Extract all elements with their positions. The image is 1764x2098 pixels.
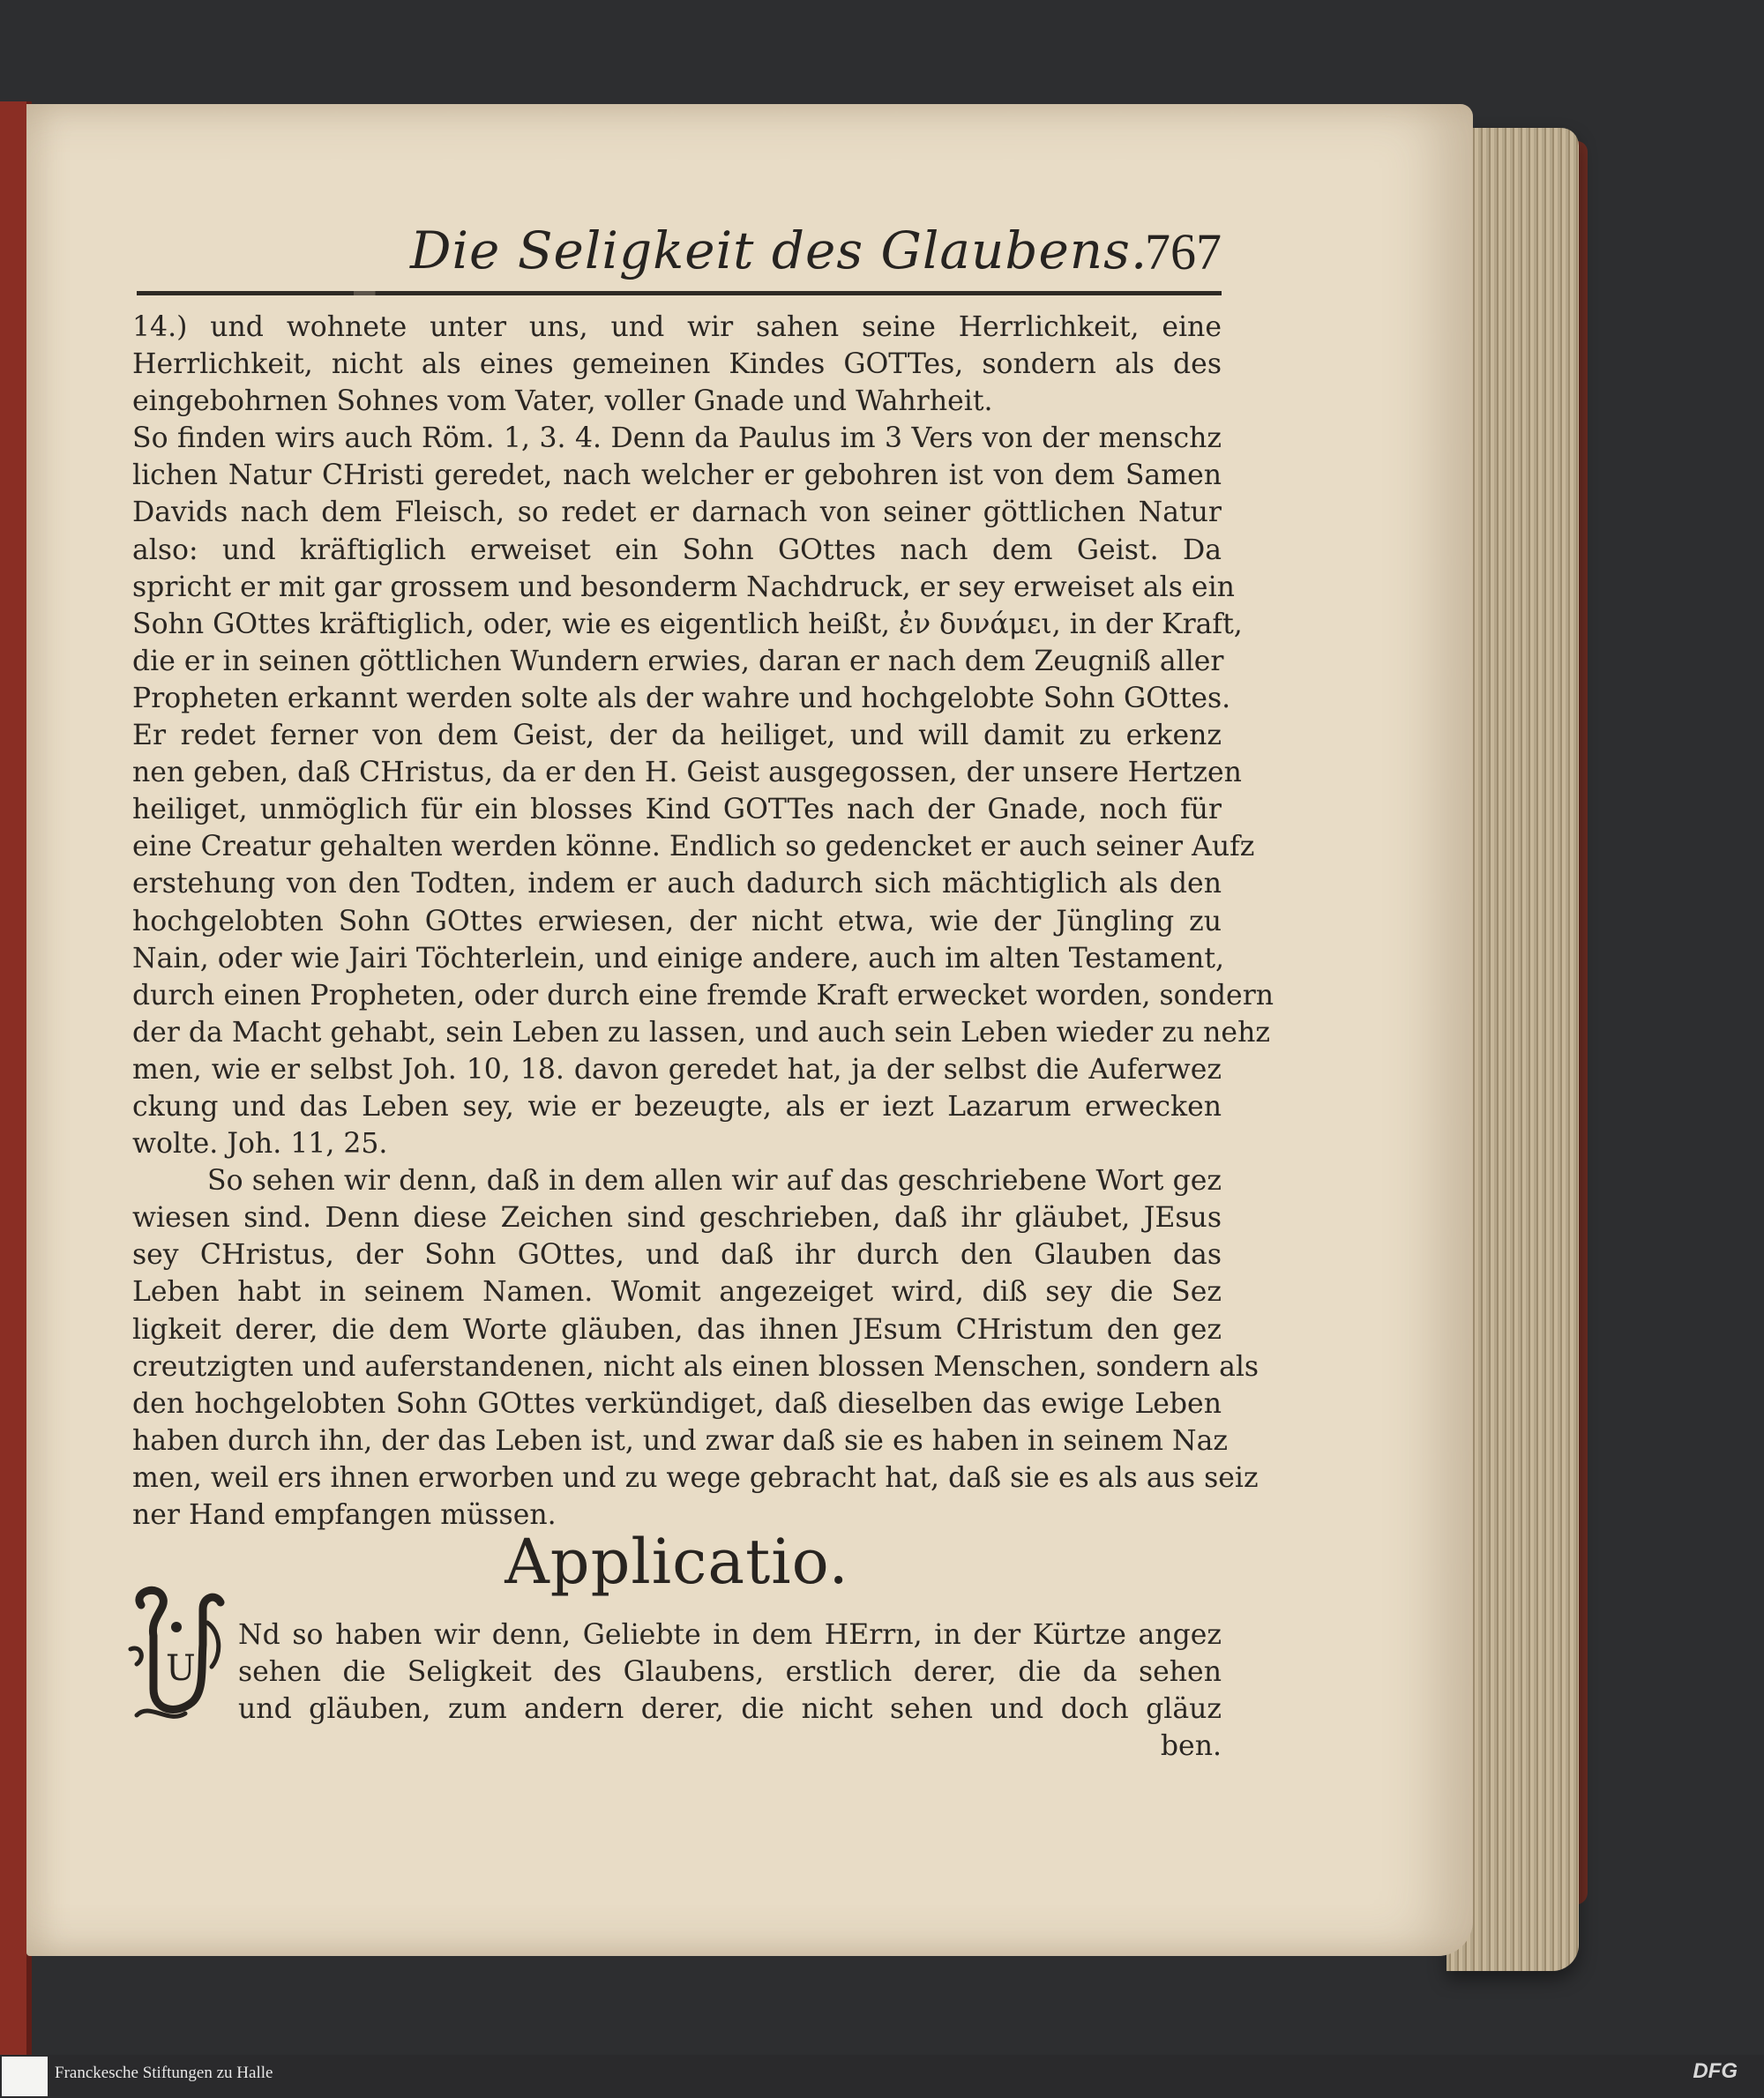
text-line: 14.) und wohnete unter uns, und wir sahen seine Herrlichkeit, eine [132,311,1222,343]
text-line: Er redet ferner von dem Geist, der da heiliget, und will damit zu erkenz [132,720,1222,752]
decorated-initial-icon [123,1583,229,1724]
section-heading: Applicatio. [505,1526,849,1598]
application-text [238,1616,1222,1765]
text-line: Nain, oder wie Jairi Töchterlein, und einige andere, auch im alten Testament, [132,942,1224,974]
text-line: ligkeit derer, die dem Worte gläuben, das ihnen JEsum CHristum den gez [132,1313,1222,1346]
text-line: nen geben, daß CHristus, da er den H. Geist ausgegossen, der unsere Hertzen [132,757,1242,789]
text-line: also: und kräftiglich erweiset ein Sohn GOttes nach dem Geist. Da [132,534,1222,566]
text-line: eine Creatur gehalten werden könne. Endlich so gedencket er auch seiner Aufz [132,831,1255,863]
page-number: 767 [1145,223,1222,280]
text-line: men, weil ers ihnen erworben und zu wege gebracht hat, daß sie es als aus seiz [132,1461,1259,1494]
text-line: wiesen sind. Denn diese Zeichen sind geschrieben, daß ihr gläubet, JEsus [132,1202,1222,1235]
institution-name: Franckesche Stiftungen zu Halle [55,2064,273,2082]
text-line: und gläuben, zum andern derer, die nicht sehen und doch gläuz [238,1693,1222,1726]
text-line: den hochgelobten Sohn GOttes verkündiget, daß dieselben das ewige Leben [132,1387,1222,1420]
text-line: sehen die Seligkeit des Glaubens, erstlich derer, die da sehen [238,1656,1222,1689]
text-line: haben durch ihn, der das Leben ist, und zwar daß sie es haben in seinem Naz [132,1424,1228,1457]
text-line: Davids nach dem Fleisch, so redet er darnach von seiner göttlichen Natur [132,497,1222,529]
body-text [132,309,1274,1534]
text-line: ckung und das Leben sey, wie er bezeugte, als er iezt Lazarum erwecken [132,1090,1222,1123]
header-rule [137,291,1222,295]
text-line: creutzigten und auferstandenen, nicht als einen blossen Menschen, sondern als [132,1350,1259,1383]
text-line: der da Macht gehabt, sein Leben zu lassen, und auch sein Leben wieder zu nehz [132,1016,1270,1049]
text-line: erstehung von den Todten, indem er auch dadurch sich mächtiglich als den [132,868,1222,900]
running-title: Die Seligkeit des Glaubens. [410,220,1148,280]
text-line: sey CHristus, der Sohn GOttes, und daß ihr durch den Glauben das [132,1239,1222,1272]
page-header [137,220,1222,282]
text-line: Propheten erkannt werden solte als der wahre und hochgelobte Sohn GOttes. [132,682,1231,714]
text-line: ben. [1160,1730,1222,1763]
text-line: wolte. Joh. 11, 25. [132,1128,388,1161]
text-line: die er in seinen göttlichen Wundern erwies, daran er nach dem Zeugniß aller [132,645,1224,677]
text-line: spricht er mit gar grossem und besonderm Nachdruck, er sey erweiset als ein [132,571,1235,603]
application-paragraph [123,1583,1222,1763]
initial-letter-text: U [166,1648,196,1689]
text-line: Nd so haben wir denn, Geliebte in dem HErrn, in der Kürtze angez [238,1619,1222,1651]
text-line: eingebohrnen Sohnes vom Vater, voller Gnade und Wahrheit. [132,385,993,418]
text-line: heiliget, unmöglich für ein blosses Kind GOTTes nach der Gnade, noch für [132,794,1222,826]
text-line: So sehen wir denn, daß in dem allen wir auf das geschriebene Wort gez [207,1165,1222,1198]
institution-logo-icon[interactable] [2,2057,48,2096]
text-line: Leben habt in seinem Namen. Womit angezeiget wird, diß sey die Sez [132,1276,1222,1309]
text-line: Sohn GOttes kräftiglich, oder, wie es eigentlich heißt, ἐν δυνάμει, in der Kraft, [132,608,1243,640]
text-line: So finden wirs auch Röm. 1, 3. 4. Denn da Paulus im 3 Vers von der menschz [132,422,1222,455]
text-line: hochgelobten Sohn GOttes erwiesen, der nicht etwa, wie der Jüngling zu [132,905,1222,937]
dfg-logo[interactable]: DFG [1693,2059,1738,2083]
text-line: durch einen Propheten, oder durch eine fremde Kraft erwecket worden, sondern [132,979,1274,1012]
text-line: lichen Natur CHristi geredet, nach welcher er gebohren ist von dem Samen [132,459,1222,492]
text-line: men, wie er selbst Joh. 10, 18. davon geredet hat, ja der selbst die Auferwez [132,1053,1222,1086]
text-line: Herrlichkeit, nicht als eines gemeinen Kindes GOTTes, sondern als des [132,348,1222,381]
text-line: ner Hand empfangen müssen. [132,1499,557,1531]
